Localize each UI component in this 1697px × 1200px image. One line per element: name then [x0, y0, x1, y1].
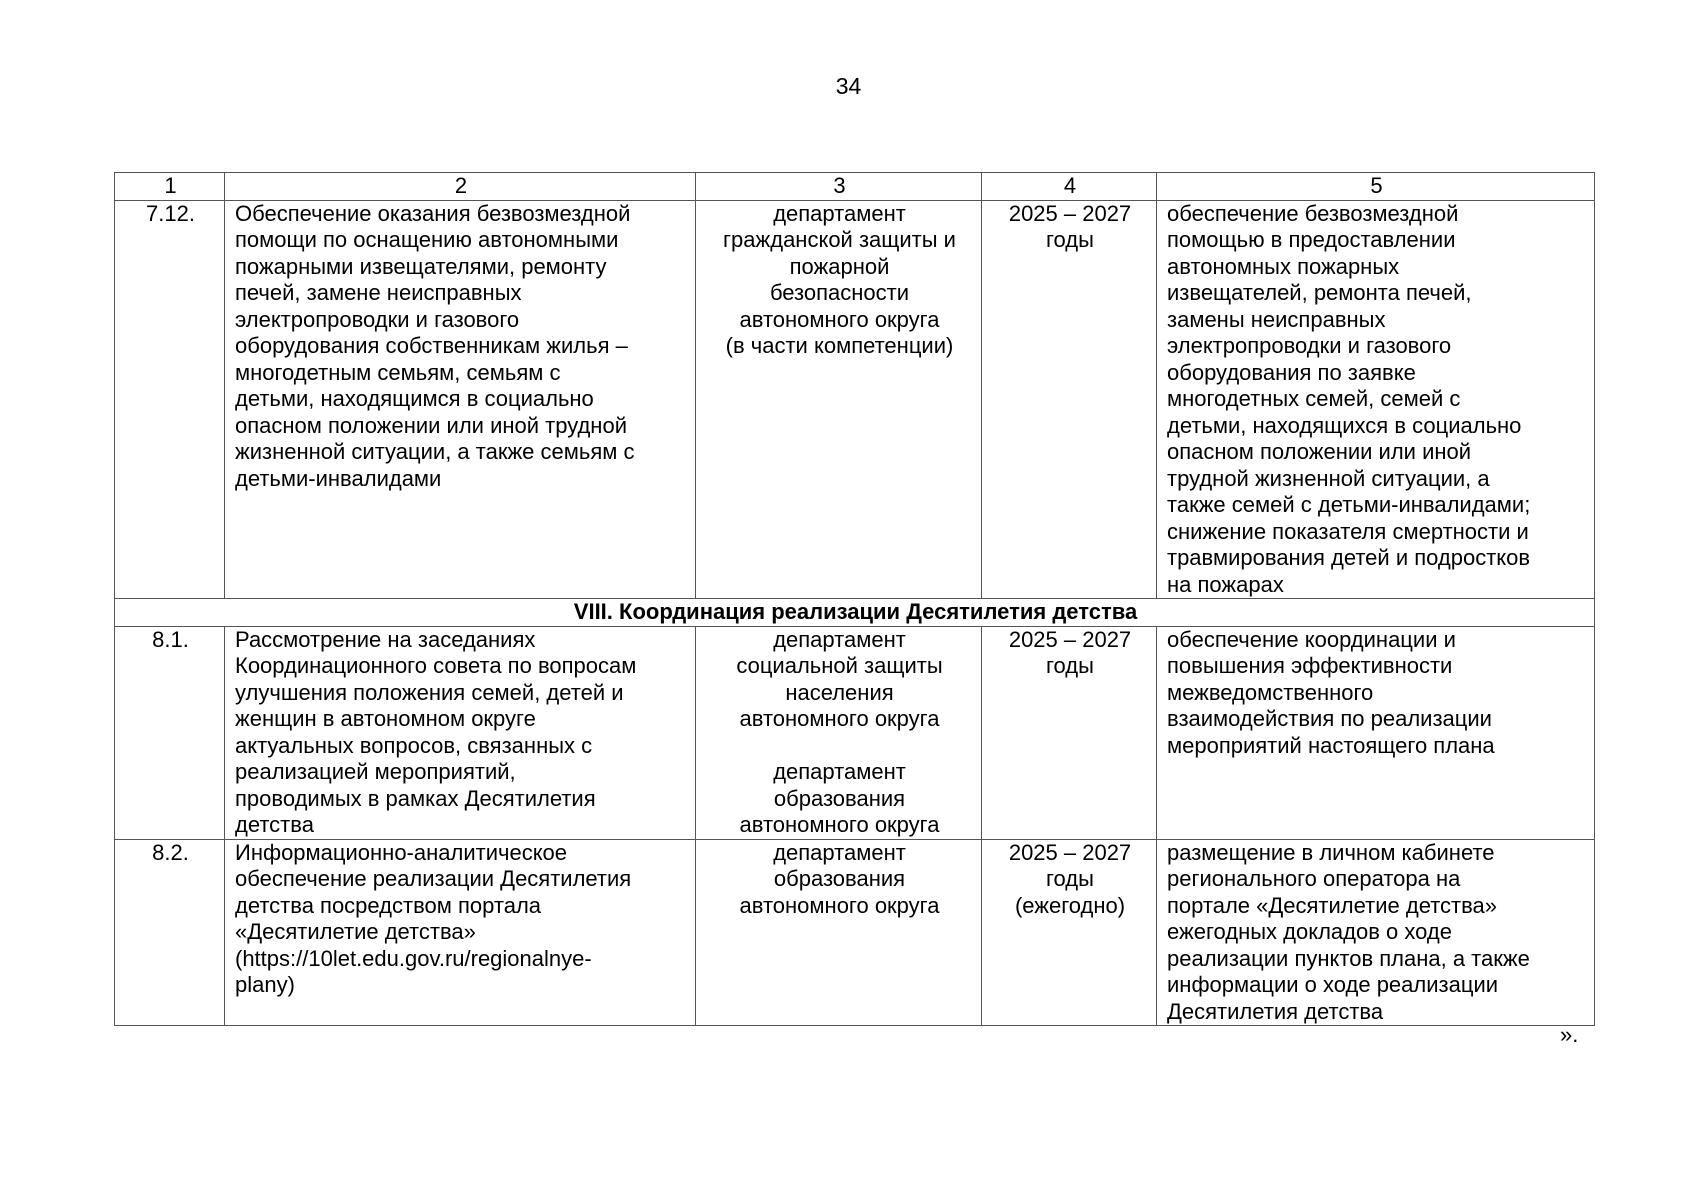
row-number: 7.12.	[115, 200, 225, 599]
header-cell: 1	[115, 173, 225, 201]
table-row	[115, 839, 1595, 1026]
page-number: 34	[835, 73, 862, 99]
section-title: VIII. Координация реализации Десятилетия детства	[115, 599, 1595, 627]
period-cell: 2025 – 2027 годы (ежегодно)	[982, 839, 1157, 1026]
section-heading-row	[115, 599, 1595, 627]
closing-quote-mark: ».	[1560, 1022, 1579, 1047]
activity-cell: Рассмотрение на заседаниях Координационного совета по вопросам улучшения положения семей, детей и женщин в автономном округе актуальных вопросов, связанных с реализацией мероприятий, проводимых в рамках Десятилетия детства	[225, 626, 696, 839]
row-number: 8.1.	[115, 626, 225, 839]
result-cell: обеспечение безвозмездной помощью в предоставлении автономных пожарных извещателей, ремонта печей, замены неисправных электропроводки и газового оборудования по заявке многодетных семей, семей с детьми, находящихся в социально опасном положении или иной трудной жизненной ситуации, а также семей с детьми-инвалидами; снижение показателя смертности и травмирования детей и подростков на пожарах	[1157, 200, 1595, 599]
period-cell: 2025 – 2027 годы	[982, 626, 1157, 839]
header-cell: 3	[696, 173, 982, 201]
row-number: 8.2.	[115, 839, 225, 1026]
activity-cell: Обеспечение оказания безвозмездной помощи по оснащению автономными пожарными извещателями, ремонту печей, замене неисправных электропроводки и газового оборудования собственникам жилья – многодетным семьям, семьям с детьми, находящимся в социально опасном положении или иной трудной жизненной ситуации, а также семьям с детьми-инвалидами	[225, 200, 696, 599]
executor-cell: департамент гражданской защиты и пожарной безопасности автономного округа (в части компетенции)	[696, 200, 982, 599]
executor-cell: департамент социальной защиты населения автономного округа департамент образования автономного округа	[696, 626, 982, 839]
table-row	[115, 200, 1595, 599]
header-cell: 4	[982, 173, 1157, 201]
header-cell: 5	[1157, 173, 1595, 201]
table-row	[115, 626, 1595, 839]
executor-cell: департамент образования автономного округа	[696, 839, 982, 1026]
activity-cell: Информационно-аналитическое обеспечение реализации Десятилетия детства посредством портала «Десятилетие детства» (https://10let.edu.gov.ru/regionalnye- plany)	[225, 839, 696, 1026]
header-cell: 2	[225, 173, 696, 201]
result-cell: размещение в личном кабинете регионального оператора на портале «Десятилетие детства» ежегодных докладов о ходе реализации пунктов плана, а также информации о ходе реализации Десятилетия детства	[1157, 839, 1595, 1026]
plan-table	[114, 172, 1595, 1026]
result-cell: обеспечение координации и повышения эффективности межведомственного взаимодействия по реализации мероприятий настоящего плана	[1157, 626, 1595, 839]
period-cell: 2025 – 2027 годы	[982, 200, 1157, 599]
table-header-row	[115, 173, 1595, 201]
